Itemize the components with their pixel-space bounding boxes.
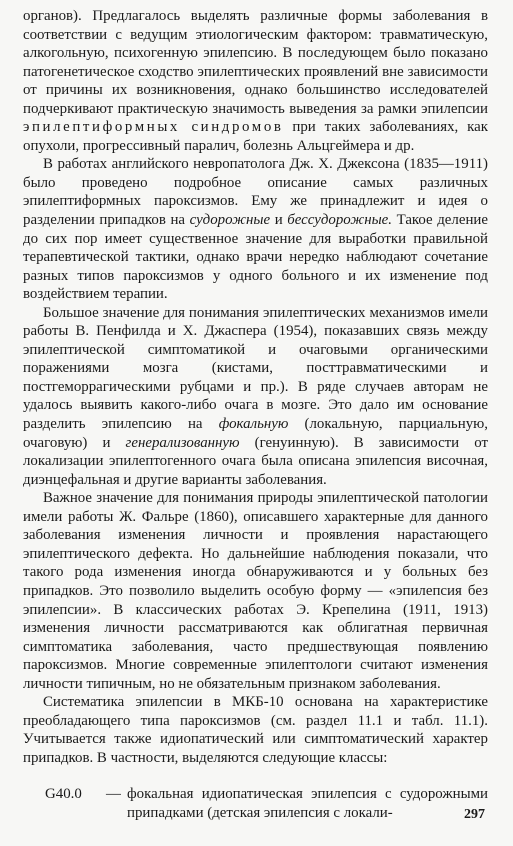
- page-number: 297: [464, 807, 485, 822]
- paragraph-3: [23, 304, 488, 489]
- text-run: Большое значение для понимания эпилептических механизмов имели работы В. Пенфилда и Х. Джаспера (1954), показавших связь между эпилептической симптоматикой и очаговыми органическими поражениями мозга (кистами, посттравматическими и постгеморрагическими рубцами и пр.). В ряде случаев авторам не удалось выявить какого-либо очага в мозге. Это дало им основание разделить эпилепсию на: [23, 304, 488, 433]
- entry-code: G40.0: [45, 786, 82, 803]
- italic-term: генерализованную: [125, 434, 240, 451]
- paragraph-2: [23, 155, 488, 303]
- entry-dash: —: [106, 786, 121, 803]
- italic-term: бессудорожные.: [287, 212, 393, 229]
- entry-definition: фокальная идиопатическая эпилепсия с судорожными припадками (детская эпилепсия с локали-: [127, 786, 488, 821]
- text-run: органов). Предлагалось выделять различные формы заболевания в соответствии с ведущим этиологическим фактором: травматическую, алкогольную, психогенную эпилепсию. В последующем было показано патогенетическое сходство эпилептических проявлений вне зависимости от причины их возникновения, однако большинство исследователей подчеркивают практическую значимость выведения за рамки эпилепсии: [23, 8, 488, 117]
- text-run: Систематика эпилепсии в МКБ-10 основана на характеристике преобладающего типа пароксизмов (см. раздел 11.1 и табл. 11.1). Учитывается также идиопатический или симптоматический характер припадков. В частности, выделяются следующие классы:: [23, 694, 488, 766]
- classification-entry: [23, 785, 488, 822]
- text-run: (генуинную). В зависимости от локализации эпилептогенного очага была описана эпилепсия височная, диэнцефальная и другие варианты заболевания.: [23, 434, 488, 488]
- body-text: [23, 7, 488, 823]
- text-run: (локальную, парциальную, очаговую) и: [23, 416, 488, 451]
- text-run: В работах английского невропатолога Дж. Х. Джексона (1835—1911) было проведено подробное описание самых различных эпилептиформных пароксизмов. Ему же принадлежит и идея о разделении припадков на: [23, 156, 488, 229]
- text-run: Важное значение для понимания природы эпилептической патологии имели работы Ж. Фальре (1860), описавшего характерные для данного заболевания изменения личности и проявления нарастающего эпилептического дефекта. Но дальнейшие наблюдения показали, что такого рода изменения иногда обнаруживаются и у больных без припадков. Это позволило выделить особую форму — «эпилепсия без эпилепсии». В классических работах Э. Крепелина (1911, 1913) изменения личности рассматриваются как облигатная первичная симптоматика заболевания, часто предшествующая появлению пароксизмов. Многие современные эпилептологи считают изменения личности типичным, но не обязательным признаком заболевания.: [23, 490, 488, 692]
- text-run: и: [270, 212, 288, 229]
- spaced-term: эпилептиформных синдромов: [23, 119, 284, 136]
- paragraph-1: [23, 7, 488, 155]
- spacer: [23, 767, 488, 785]
- paragraph-5: [23, 693, 488, 767]
- italic-term: фокальную: [218, 416, 289, 433]
- text-run: Такое деление до сих пор имеет существенное значение для выработки правильной терапевтической тактики, однако врачи нередко наблюдают сочетание разных типов пароксизмов у одного больного и их изменение под воздействием терапии.: [23, 212, 488, 303]
- text-run: при таких заболеваниях, как опухоли, прогрессивный паралич, болезнь Альцгеймера и др.: [23, 119, 489, 154]
- paragraph-4: [23, 489, 488, 693]
- italic-term: судорожные: [189, 212, 271, 229]
